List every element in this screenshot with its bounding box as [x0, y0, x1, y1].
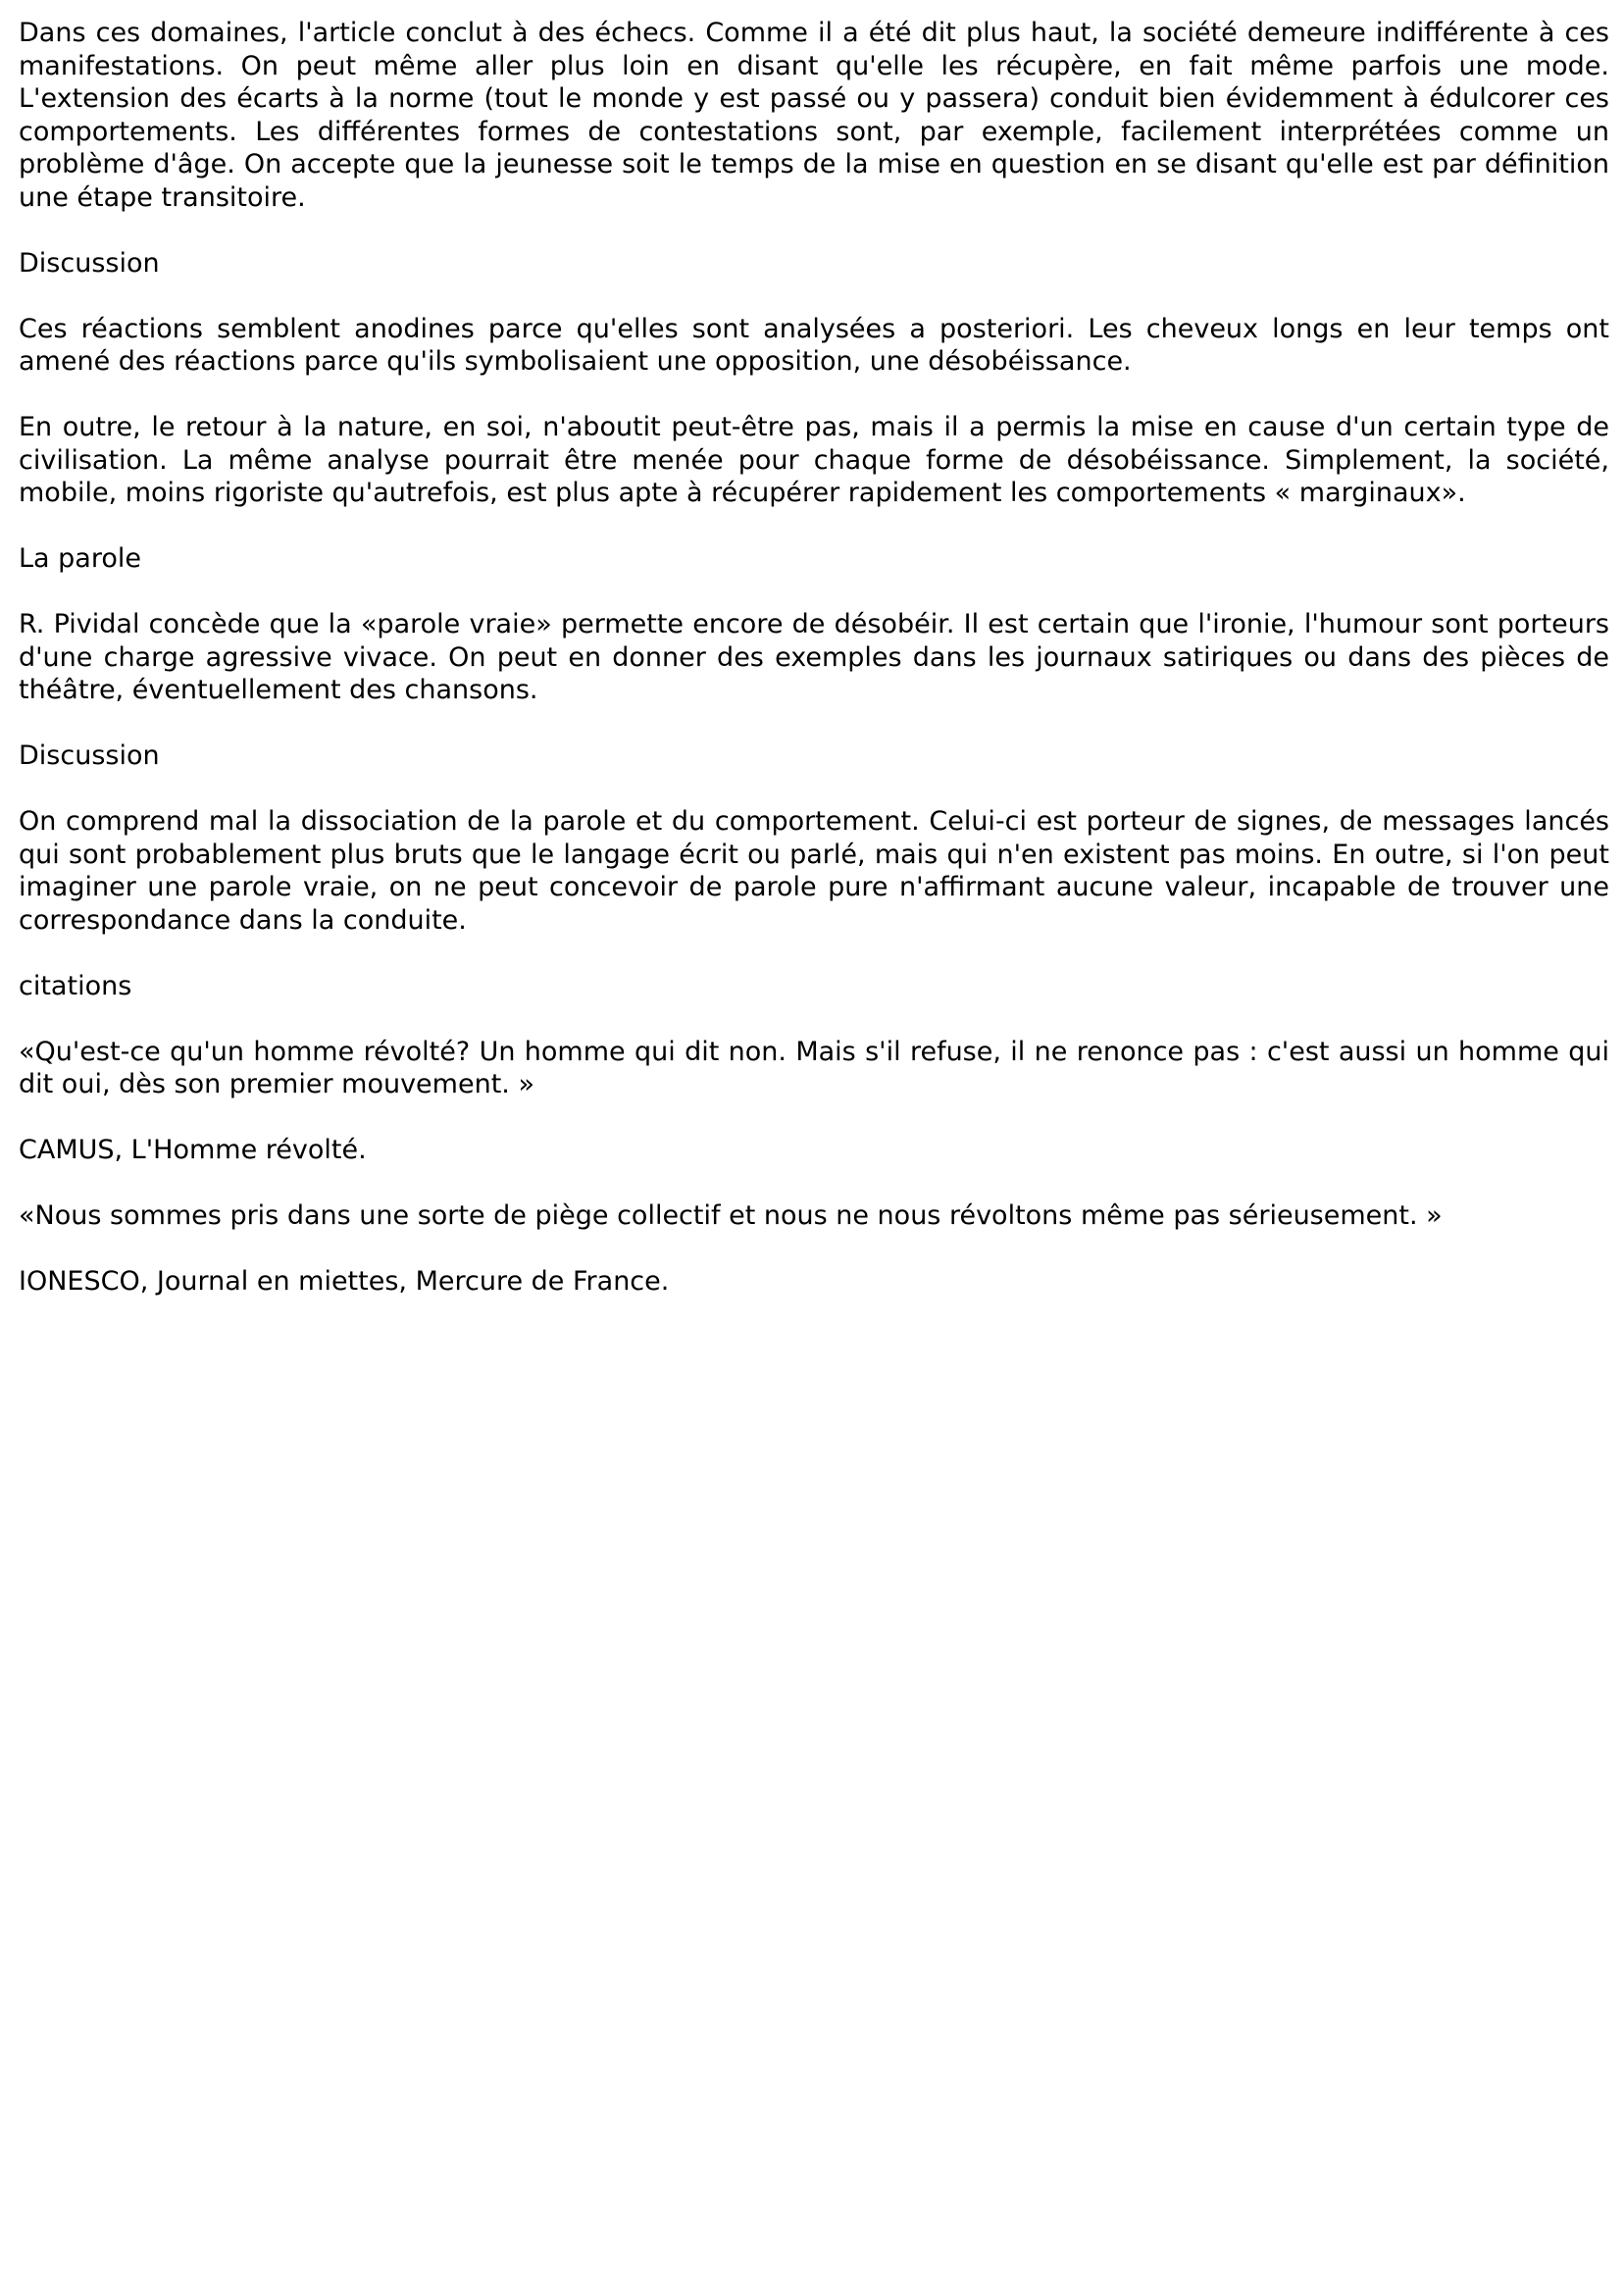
paragraph-parole-vraie: R. Pividal concède que la «parole vraie» permette encore de désobéir. Il est certain que l'ironie, l'humour sont porteurs d'une charge agressive vivace. On peut en donner des exemples dans les journaux satiriques ou dans des pièces de théâtre, éventuellement des chansons.: [19, 609, 1609, 705]
paragraph-dissociation: On comprend mal la dissociation de la parole et du comportement. Celui-ci est porteur de signes, de messages lancés qui sont probablement plus bruts que le langage écrit ou parlé, mais qui n'en existent pas moins. En outre, si l'on peut imaginer une parole vraie, on ne peut concevoir de parole pure n'affirmant aucune valeur, incapable de trouver une correspondance dans la conduite.: [19, 806, 1609, 936]
heading-citations: citations: [19, 970, 132, 1001]
paragraph-retour-nature: En outre, le retour à la nature, en soi, n'aboutit peut-être pas, mais il a permis la mise en cause d'un certain type de civilisation. La même analyse pourrait être menée pour chaque forme de désobéissance. Simplement, la société, mobile, moins rigoriste qu'autrefois, est plus apte à récupérer rapidement les comportements « marginaux».: [19, 412, 1609, 508]
source-camus: CAMUS, L'Homme révolté.: [19, 1135, 367, 1165]
source-ionesco: IONESCO, Journal en miettes, Mercure de France.: [19, 1266, 670, 1297]
quote-ionesco: «Nous sommes pris dans une sorte de piège collectif et nous ne nous révoltons même pas sérieusement. »: [19, 1200, 1443, 1231]
paragraph-reactions-anodines: Ces réactions semblent anodines parce qu'elles sont analysées a posteriori. Les cheveux longs en leur temps ont amené des réactions parce qu'ils symbolisaient une opposition, une désobéissance.: [19, 313, 1609, 377]
heading-discussion-2: Discussion: [19, 740, 160, 771]
document-page: [19, 17, 1609, 1331]
heading-discussion-1: Discussion: [19, 247, 160, 279]
heading-la-parole: La parole: [19, 543, 141, 574]
quote-camus: «Qu'est-ce qu'un homme révolté? Un homme qui dit non. Mais s'il refuse, il ne renonce pas : c'est aussi un homme qui dit oui, dès son premier mouvement. »: [19, 1036, 1609, 1099]
paragraph-conclusion-echecs: Dans ces domaines, l'article conclut à des échecs. Comme il a été dit plus haut, la société demeure indifférente à ces manifestations. On peut même aller plus loin en disant qu'elle les récupère, en fait même parfois une mode. L'extension des écarts à la norme (tout le monde y est passé ou y passera) conduit bien évidemment à édulcorer ces comportements. Les différentes formes de contestations sont, par exemple, facilement interprétées comme un problème d'âge. On accepte que la jeunesse soit le temps de la mise en question en se disant qu'elle est par définition une étape transitoire.: [19, 18, 1609, 213]
